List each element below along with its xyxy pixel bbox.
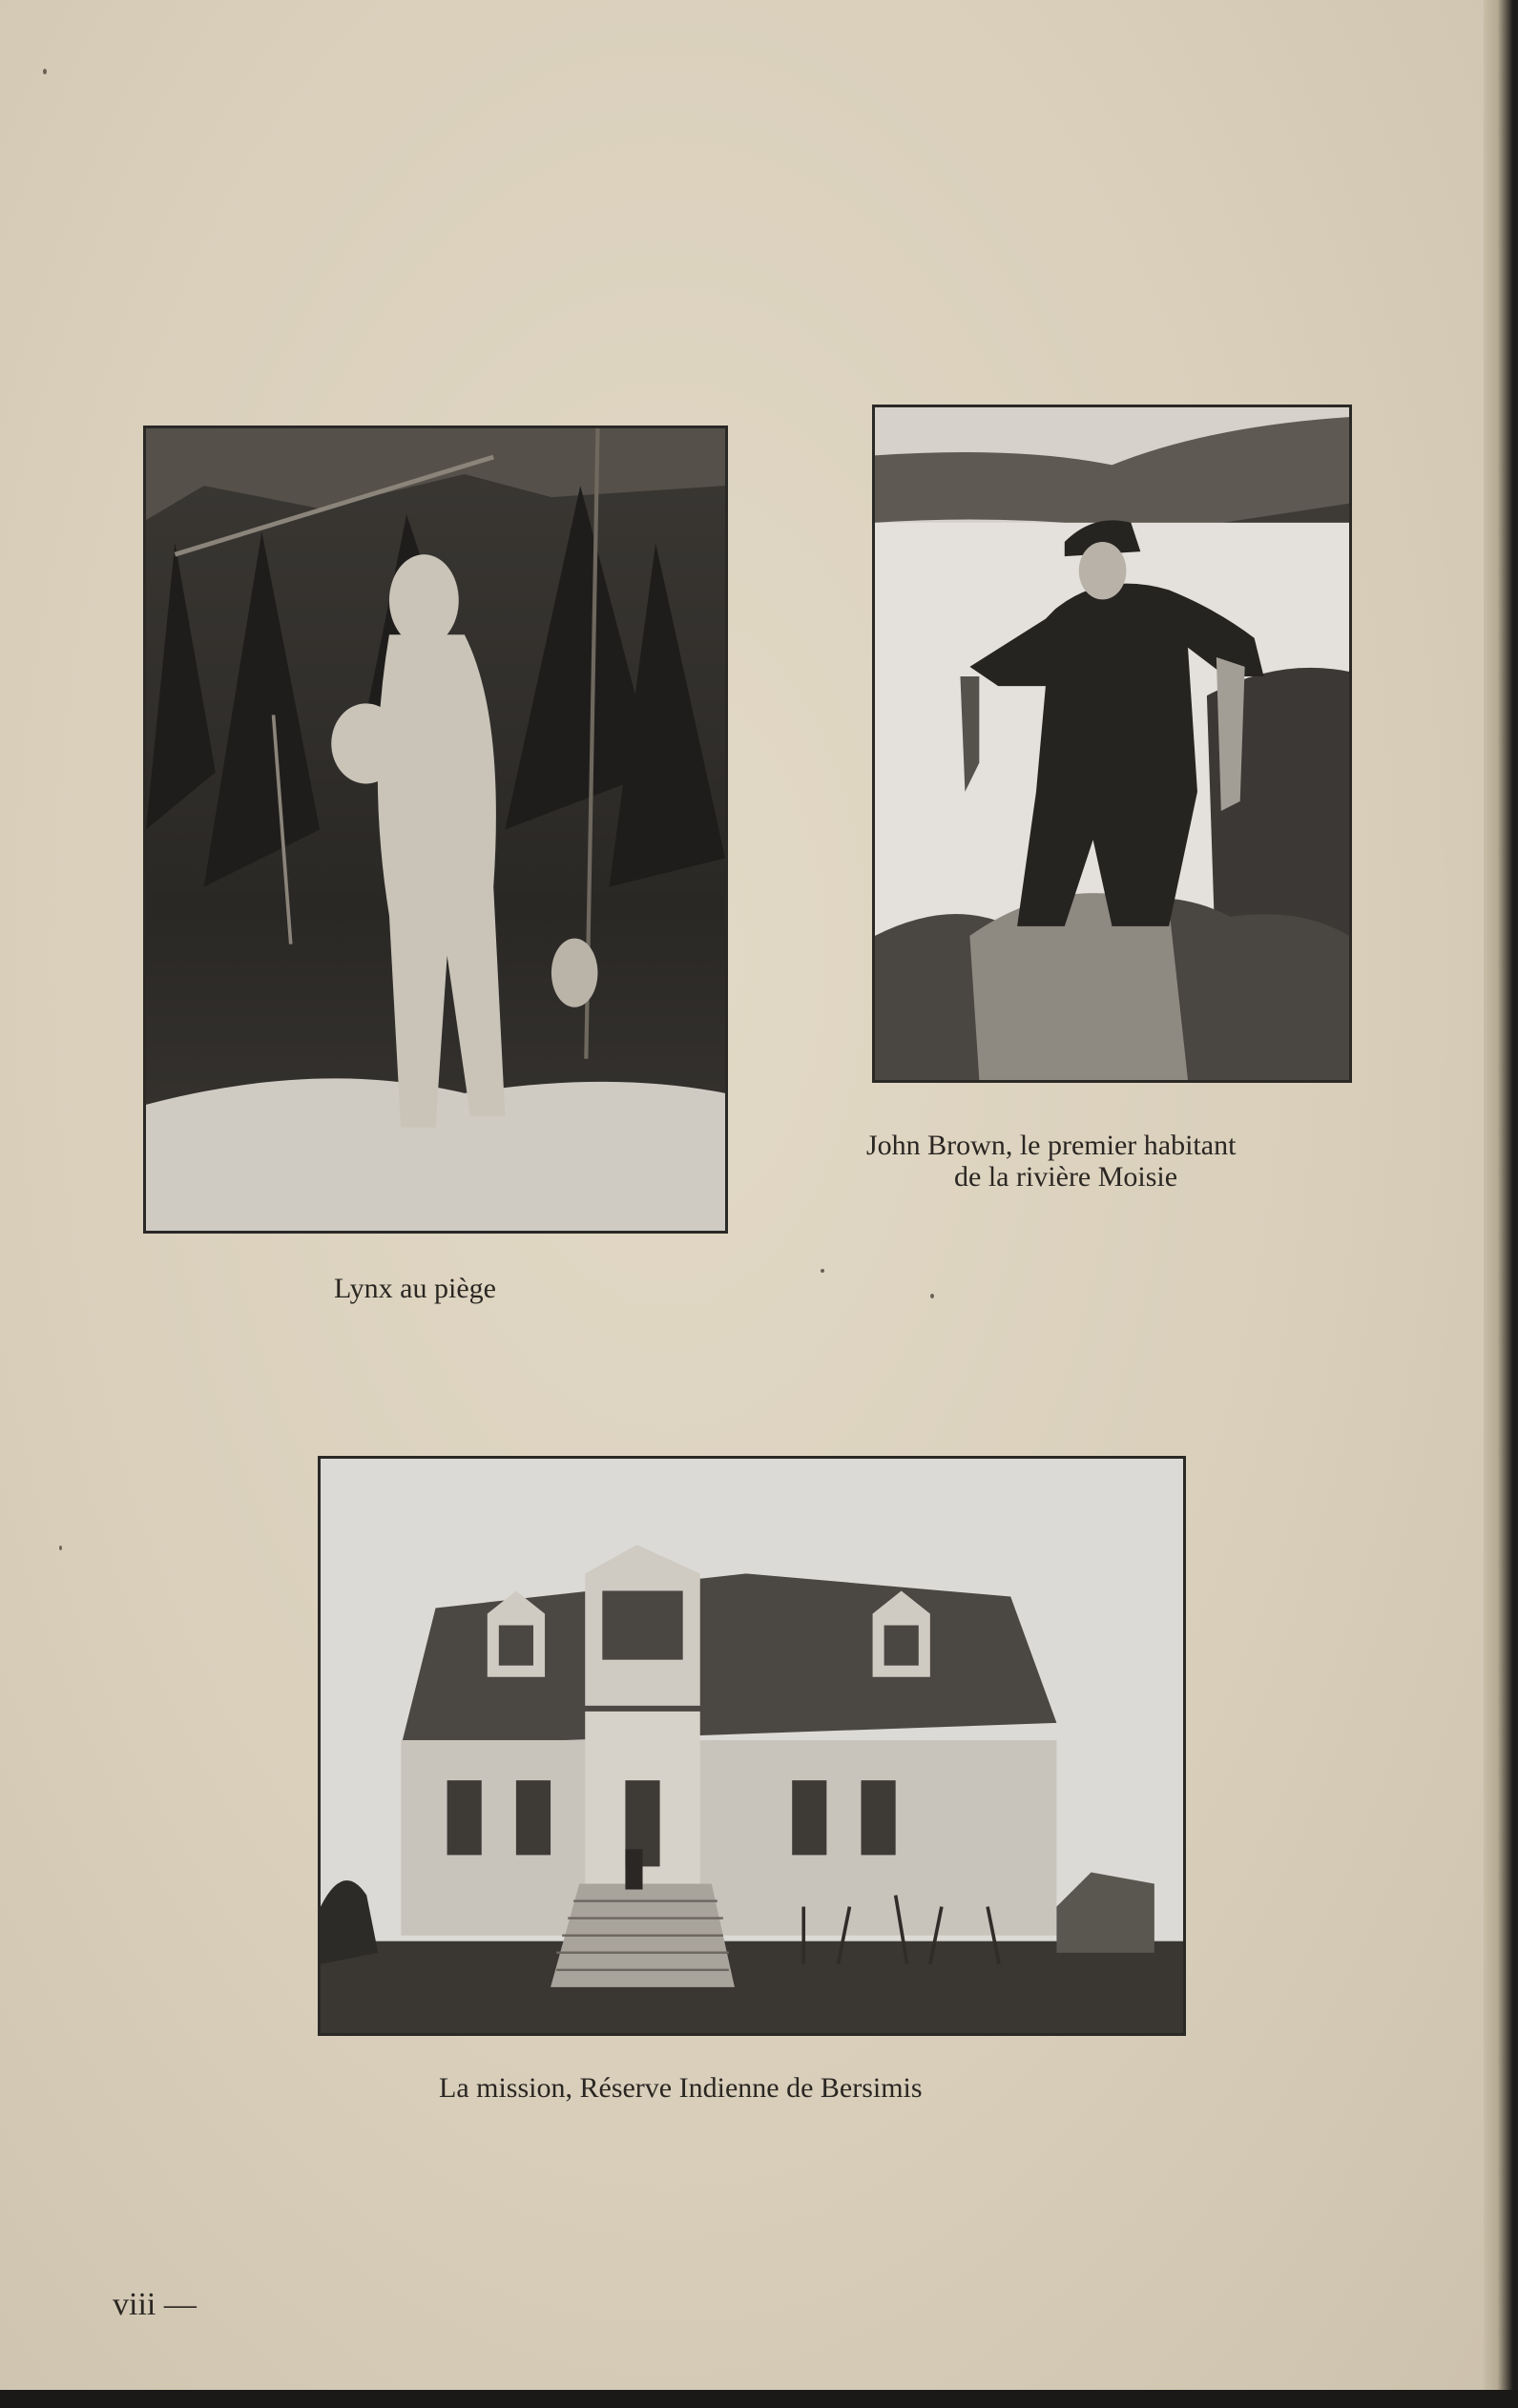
page-number: viii — bbox=[113, 2287, 197, 2322]
paper-speck bbox=[821, 1269, 824, 1273]
mission-photo bbox=[318, 1456, 1186, 2036]
book-edge bbox=[1484, 0, 1518, 2408]
paper-speck bbox=[930, 1294, 934, 1298]
john-brown-photo bbox=[872, 405, 1352, 1083]
mission-image bbox=[321, 1459, 1183, 2033]
mission-caption: La mission, Réserve Indienne de Bersimis bbox=[439, 2072, 923, 2104]
bottom-shadow bbox=[0, 2390, 1518, 2408]
lynx-caption: Lynx au piège bbox=[334, 1273, 496, 1304]
john-brown-image bbox=[875, 407, 1349, 1080]
john-brown-caption-line-1: John Brown, le premier habitant bbox=[866, 1130, 1237, 1161]
lynx-photo bbox=[143, 426, 728, 1234]
paper-speck bbox=[43, 69, 47, 74]
paper-speck bbox=[59, 1546, 62, 1550]
lynx-image bbox=[146, 428, 725, 1231]
john-brown-caption-line-2: de la rivière Moisie bbox=[954, 1161, 1178, 1193]
